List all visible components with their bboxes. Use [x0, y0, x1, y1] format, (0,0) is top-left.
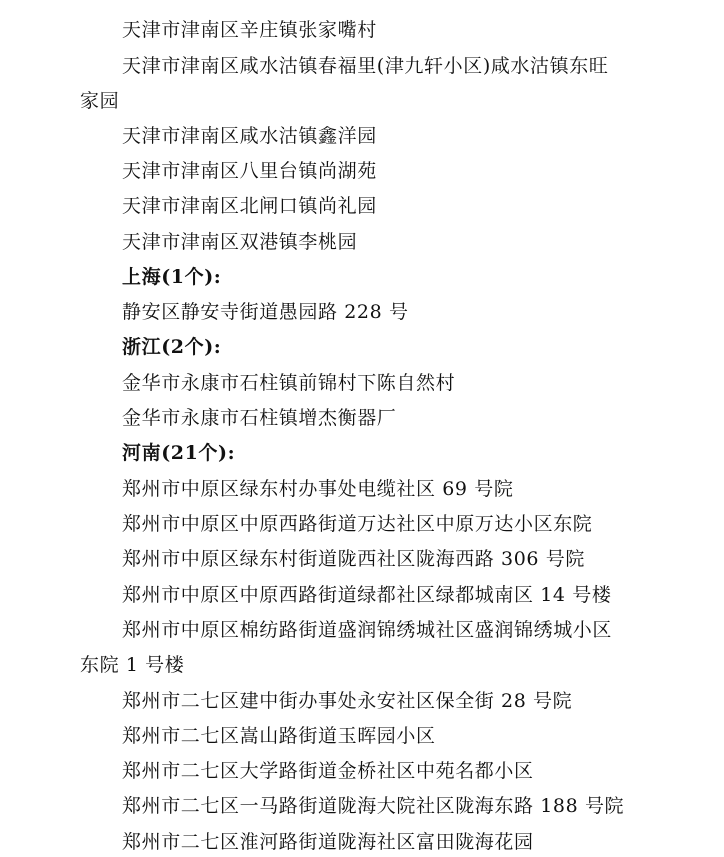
address-line: 天津市津南区北闸口镇尚礼园	[122, 195, 377, 217]
address-line: 天津市津南区咸水沽镇鑫洋园	[122, 125, 377, 147]
address-line: 金华市永康市石柱镇增杰衡器厂	[122, 407, 397, 429]
address-line: 郑州市中原区中原西路街道万达社区中原万达小区东院	[122, 513, 593, 535]
address-line-continuation: 家园	[80, 90, 120, 112]
address-line-continuation: 东院 1 号楼	[80, 654, 185, 676]
address-line: 郑州市二七区建中街办事处永安社区保全街 28 号院	[122, 690, 573, 712]
address-line: 天津市津南区咸水沽镇春福里(津九轩小区)咸水沽镇东旺	[122, 55, 609, 77]
section-heading-zhejiang: 浙江(2个):	[122, 336, 222, 358]
address-line: 静安区静安寺街道愚园路 228 号	[122, 301, 409, 323]
address-line: 天津市津南区八里台镇尚湖苑	[122, 160, 377, 182]
address-line: 郑州市二七区大学路街道金桥社区中苑名都小区	[122, 760, 534, 782]
address-line: 金华市永康市石柱镇前锦村下陈自然村	[122, 372, 456, 394]
address-line: 郑州市中原区棉纺路街道盛润锦绣城社区盛润锦绣城小区	[122, 619, 613, 641]
address-line: 郑州市中原区绿东村街道陇西社区陇海西路 306 号院	[122, 548, 585, 570]
section-heading-henan: 河南(21个):	[122, 442, 236, 464]
address-line: 郑州市中原区中原西路街道绿都社区绿都城南区 14 号楼	[122, 584, 612, 606]
address-line: 郑州市二七区嵩山路街道玉晖园小区	[122, 725, 436, 747]
address-line: 郑州市二七区淮河路街道陇海社区富田陇海花园	[122, 831, 534, 853]
section-heading-shanghai: 上海(1个):	[122, 266, 222, 288]
address-line: 郑州市中原区绿东村办事处电缆社区 69 号院	[122, 478, 514, 500]
address-line: 郑州市二七区一马路街道陇海大院社区陇海东路 188 号院	[122, 795, 625, 817]
address-line: 天津市津南区辛庄镇张家嘴村	[122, 19, 377, 41]
address-line: 天津市津南区双港镇李桃园	[122, 231, 358, 253]
